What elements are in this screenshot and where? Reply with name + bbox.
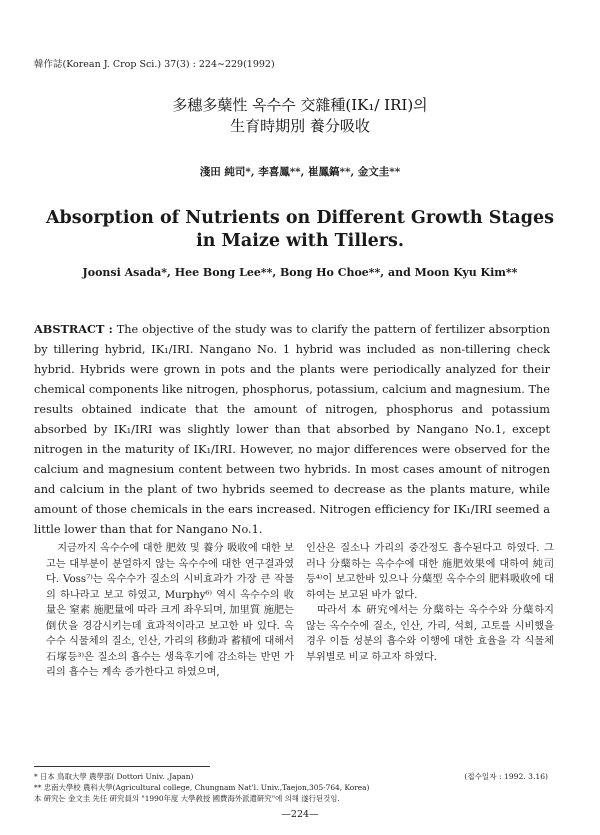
korean-authors: 淺田 純司*, 李喜鳳**, 崔鳳鎬**, 金文圭** xyxy=(199,166,401,178)
korean-title-line2: 生育時期別 養分吸收 xyxy=(230,117,370,135)
footnote-affiliation-1: * 日本 鳥取大學 農學部( Dottori Univ. ,Japan) xyxy=(34,772,194,781)
received-date: (접수일자 : 1992. 3.16) xyxy=(464,772,548,781)
journal-citation: 韓作誌(Korean J. Crop Sci.) 37(3) : 224∼229(1992) xyxy=(34,59,275,70)
body-right-column xyxy=(306,541,554,665)
body-paragraph: 인산은 질소나 가리의 중간정도 흡수된다고 하였다. 그러나 分蘖하는 옥수수에 대한 施肥效果에 대하여 純司 등⁴⁾이 보고한바 있으나 分蘖型 옥수수의 肥料吸收에 대하여는 보고된 바가 없다. xyxy=(306,543,554,601)
english-authors: Joonsi Asada*, Hee Bong Lee**, Bong Ho Choe**, and Moon Kyu Kim** xyxy=(82,266,518,279)
english-title-line1: Absorption of Nutrients on Different Growth Stages xyxy=(45,208,554,228)
korean-title xyxy=(0,95,600,137)
abstract-text: The objective of the study was to clarify the pattern of fertilizer absorption by tillering hybrid, IK₁/IRI. Nangano No. 1 hybrid was included as non-tillering check hybrid. Hybrids were grown in pots and the plants were periodically analyzed for their chemical components like nitrogen, phosphorus, potassium, calcium and magnesium. The results obtained indicate that the amount of nitrogen, phosphorus and potassium absorbed by IK₁/IRI was slightly lower than that absorbed by Nangano No.1, except nitrogen in the maturity of IK₁/IRI. However, no major differences were observed for the calcium and magnesium content between two hybrids. In most cases amount of nitrogen and calcium in the plant of two hybrids seemed to decrease as the plants mature, while amount of those chemicals in the ears increased. Nitrogen efficiency for IK₁/IRI seemed a little lower than that for Nangano No.1. xyxy=(34,323,550,536)
body-left-column xyxy=(46,541,294,681)
footnote-affiliation-2: ** 忠南大學校 農科大學(Agricultural college, Chungnam Nat'l. Univ.,Taejon,305-764, Korea) xyxy=(34,783,370,792)
abstract xyxy=(34,319,550,540)
footnote-funding: 本 硏究는 金文圭 先任 硏究員의 "1990年度 大學敎授 國費海外派遣硏究"에 의해 遂行된것임. xyxy=(34,794,340,803)
body-paragraph: 지금까지 옥수수에 대한 肥效 및 養分 吸收에 대한 보고는 대부분이 분얼하지 않는 옥수수에 대한 연구결과였다. Voss⁷⁾는 옥수수가 질소의 시비효과가 가장 큰 작물의 하나라고 보고 하였고, Murphy⁶⁾ 역시 옥수수의 收量은 窒素 施肥量에 따라 크게 좌우되며, 加里質 施肥는 倒伏을 경감시키는데 효과적이라고 보고한 바 있다. 옥수수 식물체의 질소, 인산, 가리의 移動과 蓄積에 대해서 石塚등³⁾은 질소의 흡수는 생육후기에 감소하는 반면 가리의 흡수는 계속 증가한다고 하였으며, xyxy=(46,543,294,678)
korean-title-line1: 多穗多蘖性 옥수수 交雜種(IK₁/ IRI)의 xyxy=(172,96,428,114)
footnote-divider xyxy=(34,766,210,767)
english-title xyxy=(0,207,600,253)
abstract-label: ABSTRACT : xyxy=(34,322,113,336)
english-title-line2: in Maize with Tillers. xyxy=(196,231,404,251)
page-number: —224— xyxy=(281,809,319,820)
body-paragraph: 따라서 本 硏究에서는 分蘖하는 옥수수와 分蘖하지 않는 옥수수에 질소, 인산, 가리, 석회, 고토를 시비했을 경우 이들 성분의 흡수와 이행에 대한 효율을 각 식물체 부위별로 비교 하고자 하였다. xyxy=(306,605,554,663)
